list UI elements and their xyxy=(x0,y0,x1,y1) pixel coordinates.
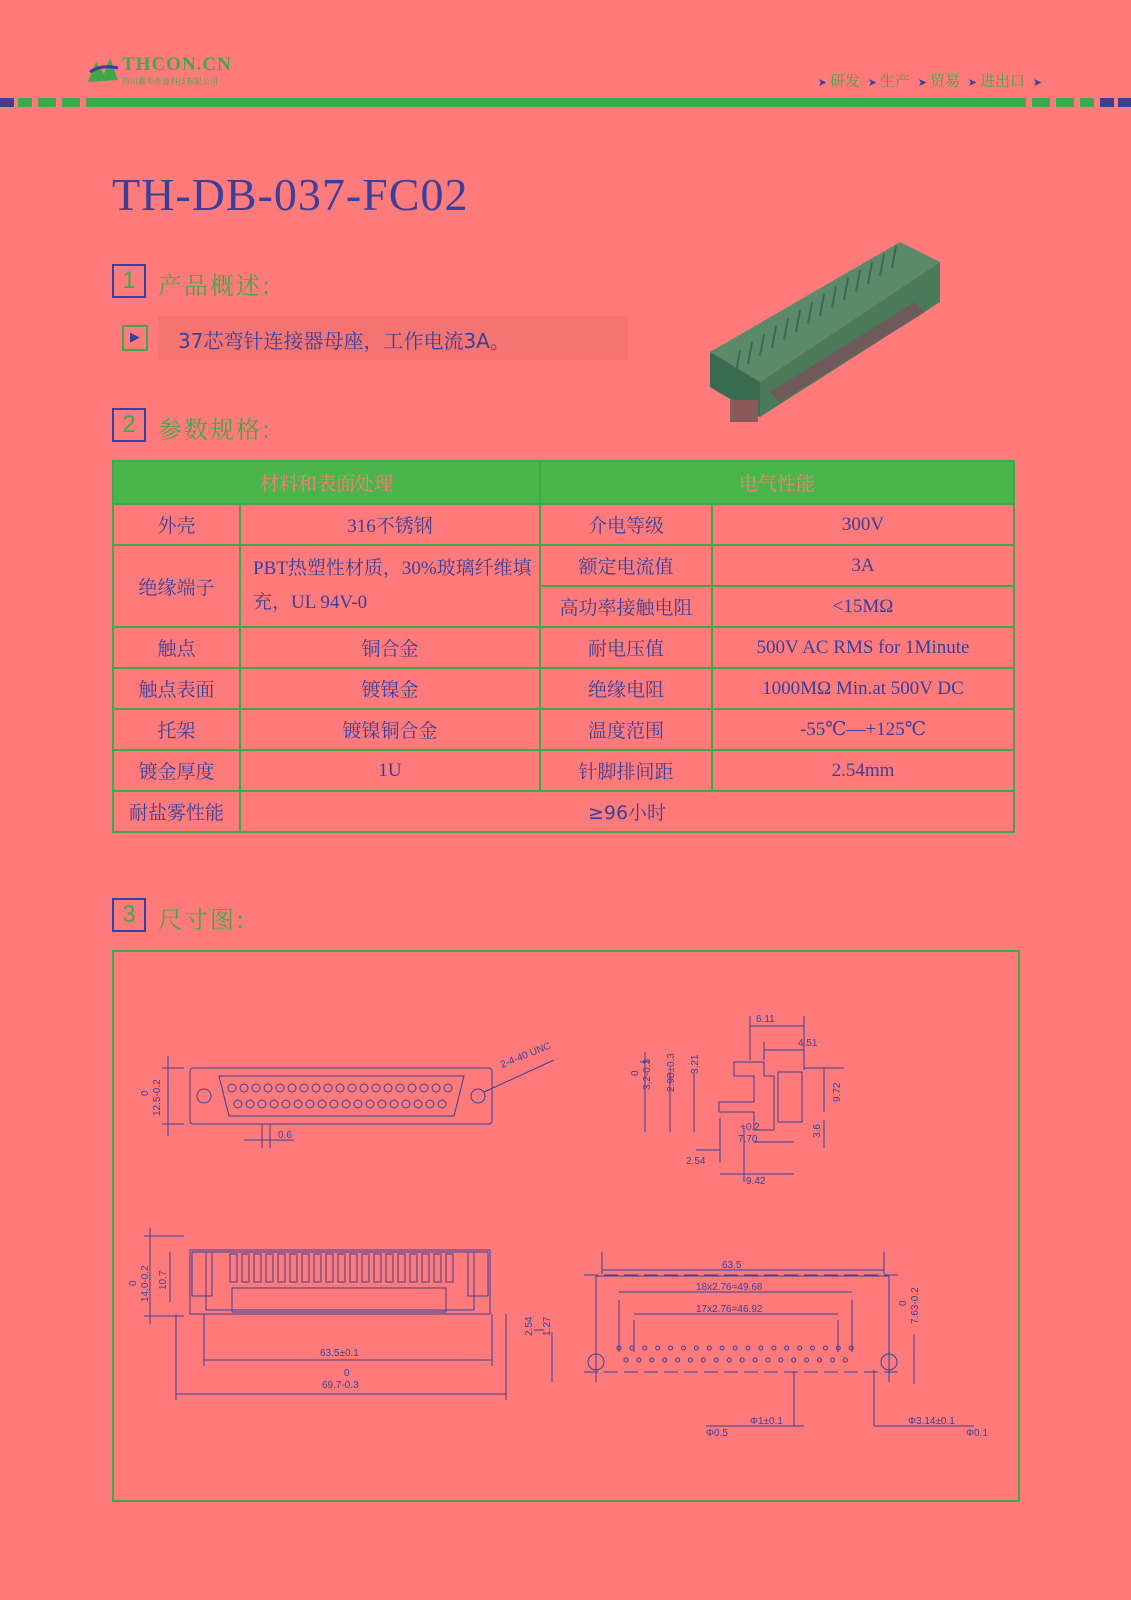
dim-front-height: 14.0-0.2 xyxy=(140,1265,151,1302)
pin-lead xyxy=(362,1254,369,1282)
electrical-value: 2.54mm xyxy=(712,750,1014,791)
dim-top-height: 12.5-0.2 xyxy=(152,1079,163,1116)
pin-hole xyxy=(444,1084,452,1092)
pin-hole xyxy=(432,1084,440,1092)
brand-subtitle: 四川腾华晋源科技有限公司 xyxy=(122,77,218,86)
pin-hole xyxy=(264,1084,272,1092)
pcb-hole xyxy=(676,1358,680,1362)
electrical-value: 3A xyxy=(712,545,1014,586)
pin-hole xyxy=(426,1100,434,1108)
electrical-label: 绝缘电阻 xyxy=(540,668,712,709)
material-value: 316不锈钢 xyxy=(240,504,540,545)
table-row xyxy=(113,668,1014,709)
pin-hole xyxy=(336,1084,344,1092)
pin-hole xyxy=(246,1100,254,1108)
table-row xyxy=(113,627,1014,668)
pcb-hole xyxy=(630,1346,634,1350)
pin-lead xyxy=(386,1254,393,1282)
pcb-hole xyxy=(746,1346,750,1350)
pcb-hole xyxy=(656,1346,660,1350)
pin-lead xyxy=(278,1254,285,1282)
pcb-hole xyxy=(792,1358,796,1362)
pcb-hole xyxy=(733,1346,737,1350)
pin-lead xyxy=(338,1254,345,1282)
chevron-right-icon: ➤ xyxy=(967,76,977,89)
dim-front-w2-tol: 0 xyxy=(344,1368,350,1379)
dim-side-d3: 7.70 xyxy=(738,1134,758,1145)
dimension-drawing xyxy=(112,950,1020,1502)
electrical-label: 耐电压值 xyxy=(540,627,712,668)
dim-side-d4: 2.54 xyxy=(686,1156,706,1167)
section-label: 产品概述: xyxy=(158,272,273,300)
pcb-hole xyxy=(785,1346,789,1350)
dim-side-v5: 3.6 xyxy=(812,1124,823,1138)
electrical-label: 介电等级 xyxy=(540,504,712,545)
nav-item-rd[interactable]: 研发 xyxy=(829,72,860,90)
pcb-hole xyxy=(830,1358,834,1362)
section-number: 3 xyxy=(112,898,146,932)
material-value: PBT热塑性材质，30%玻璃纤维填充，UL 94V-0 xyxy=(240,545,540,627)
dim-foot-pitch1: 2.54 xyxy=(524,1316,535,1336)
dim-front-height-tol: 0 xyxy=(128,1280,139,1286)
overview-text: 37芯弯针连接器母座，工作电流3A。 xyxy=(178,329,510,353)
electrical-value: 500V AC RMS for 1Minute xyxy=(712,627,1014,668)
dim-side-v3: 3.21 xyxy=(690,1054,701,1074)
dim-side-v1: 3.2-0.3 xyxy=(642,1058,653,1090)
material-label: 触点表面 xyxy=(113,668,240,709)
chevron-right-icon: ➤ xyxy=(817,76,827,89)
pin-hole xyxy=(312,1084,320,1092)
pin-hole xyxy=(414,1100,422,1108)
pin-hole xyxy=(324,1084,332,1092)
material-value: ≥96小时 xyxy=(240,791,1014,832)
electrical-value: <15MΩ xyxy=(712,586,1014,627)
pin-lead xyxy=(230,1254,237,1282)
table-row xyxy=(113,709,1014,750)
electrical-label: 额定电流值 xyxy=(540,545,712,586)
material-value: 铜合金 xyxy=(240,627,540,668)
section-number: 2 xyxy=(112,408,146,442)
pcb-hole xyxy=(740,1358,744,1362)
dim-foot-row1: 18x2.76=49.68 xyxy=(696,1282,763,1293)
dim-front-w2: 69.7-0.3 xyxy=(322,1380,359,1391)
pin-hole xyxy=(420,1084,428,1092)
pcb-hole xyxy=(663,1358,667,1362)
pin-lead xyxy=(302,1254,309,1282)
pcb-hole xyxy=(669,1346,673,1350)
dim-pin-width: 0.6 xyxy=(278,1130,292,1141)
electrical-label: 温度范围 xyxy=(540,709,712,750)
pcb-hole xyxy=(823,1346,827,1350)
pcb-hole xyxy=(701,1358,705,1362)
pin-hole xyxy=(366,1100,374,1108)
pin-hole xyxy=(288,1084,296,1092)
dim-foot-tol2: Φ0.1 xyxy=(966,1428,988,1439)
pin-hole xyxy=(318,1100,326,1108)
pcb-hole xyxy=(759,1346,763,1350)
pcb-hole xyxy=(818,1358,822,1362)
pcb-hole xyxy=(650,1358,654,1362)
pcb-hole xyxy=(689,1358,693,1362)
dim-foot-hole1: Φ1±0.1 xyxy=(750,1416,783,1427)
pin-lead xyxy=(398,1254,405,1282)
table-row xyxy=(113,750,1014,791)
material-label: 触点 xyxy=(113,627,240,668)
pcb-hole xyxy=(682,1346,686,1350)
pin-hole xyxy=(342,1100,350,1108)
pcb-hole xyxy=(707,1346,711,1350)
pin-hole xyxy=(252,1084,260,1092)
pin-hole xyxy=(294,1100,302,1108)
pcb-hole xyxy=(798,1346,802,1350)
section-number: 1 xyxy=(112,264,146,298)
chevron-right-icon: ➤ xyxy=(1032,76,1042,89)
pin-hole xyxy=(354,1100,362,1108)
pin-hole xyxy=(408,1084,416,1092)
pcb-hole xyxy=(805,1358,809,1362)
pin-hole xyxy=(438,1100,446,1108)
pin-lead xyxy=(446,1254,453,1282)
page-title: TH-DB-037-FC02 xyxy=(112,169,469,220)
dim-front-height2: 10.7 xyxy=(158,1270,169,1290)
table-header-row xyxy=(113,461,1014,504)
pcb-hole xyxy=(720,1346,724,1350)
pin-lead xyxy=(266,1254,273,1282)
material-value: 镀镍铜合金 xyxy=(240,709,540,750)
dim-side-d2: 4.51 xyxy=(798,1038,818,1049)
pcb-hole xyxy=(772,1346,776,1350)
chevron-right-icon: ➤ xyxy=(867,76,877,89)
pcb-hole xyxy=(624,1358,628,1362)
pin-hole xyxy=(396,1084,404,1092)
dim-top-height-tol: 0 xyxy=(140,1090,151,1096)
dim-side-d5: 9.42 xyxy=(746,1176,766,1187)
dim-foot-tol1: Φ0.5 xyxy=(706,1428,728,1439)
pin-hole xyxy=(234,1100,242,1108)
pin-hole xyxy=(348,1084,356,1092)
table-row xyxy=(113,504,1014,545)
dim-foot-v: 7.63-0.2 xyxy=(910,1287,921,1324)
dim-foot-hole2: Φ3.14±0.1 xyxy=(908,1416,955,1427)
pin-hole xyxy=(372,1084,380,1092)
table-row xyxy=(113,791,1014,832)
drawing-canvas xyxy=(114,952,1018,1500)
material-value: 镀镍金 xyxy=(240,668,540,709)
pcb-hole xyxy=(643,1346,647,1350)
chevron-right-icon: ➤ xyxy=(917,76,927,89)
pin-hole xyxy=(300,1084,308,1092)
dim-foot-width: 63.5 xyxy=(722,1260,742,1271)
pin-hole xyxy=(258,1100,266,1108)
header-nav xyxy=(815,70,1045,91)
dim-foot-row2: 17x2.76=46.92 xyxy=(696,1304,763,1315)
pin-hole xyxy=(282,1100,290,1108)
electrical-label: 针脚排间距 xyxy=(540,750,712,791)
pin-lead xyxy=(242,1254,249,1282)
header-divider xyxy=(0,98,1131,107)
pcb-hole xyxy=(753,1358,757,1362)
brand-name: THCON.CN xyxy=(122,54,232,75)
play-arrow-icon: ▶ xyxy=(122,325,148,351)
nav-item-trade[interactable]: 贸易 xyxy=(929,72,960,90)
dim-foot-v-tol: 0 xyxy=(898,1300,909,1306)
pcb-hole xyxy=(714,1358,718,1362)
company-logo xyxy=(86,54,246,90)
pin-hole xyxy=(384,1084,392,1092)
dim-side-v1-tol: 0 xyxy=(630,1070,641,1076)
dim-side-v4: 9.72 xyxy=(832,1082,843,1102)
pcb-hole xyxy=(843,1358,847,1362)
spec-table xyxy=(112,460,1015,833)
dim-foot-pitch2: 1.27 xyxy=(542,1316,553,1336)
material-label: 外壳 xyxy=(113,504,240,545)
pin-lead xyxy=(326,1254,333,1282)
pin-lead xyxy=(374,1254,381,1282)
logo-mark-icon xyxy=(86,54,120,86)
dim-side-tol: +0.2 xyxy=(740,1122,760,1133)
dim-screw: 2-4-40 UNC xyxy=(499,1040,553,1071)
material-value: 1U xyxy=(240,750,540,791)
nav-item-production[interactable]: 生产 xyxy=(879,72,910,90)
pcb-hole xyxy=(779,1358,783,1362)
material-label: 耐盐雾性能 xyxy=(113,791,240,832)
pin-hole xyxy=(228,1084,236,1092)
material-label: 镀金厚度 xyxy=(113,750,240,791)
pcb-hole xyxy=(811,1346,815,1350)
dim-side-d1: 6.11 xyxy=(756,1014,775,1025)
pin-hole xyxy=(240,1084,248,1092)
pin-lead xyxy=(254,1254,261,1282)
pin-lead xyxy=(434,1254,441,1282)
dim-front-w1: 63.5±0.1 xyxy=(320,1348,359,1359)
pin-hole xyxy=(378,1100,386,1108)
pin-hole xyxy=(270,1100,278,1108)
pin-lead xyxy=(350,1254,357,1282)
dim-side-v2: 2.98±0.3 xyxy=(666,1053,677,1092)
table-header-materials: 材料和表面处理 xyxy=(113,461,540,504)
material-label: 绝缘端子 xyxy=(113,545,240,627)
nav-item-import-export[interactable]: 进出口 xyxy=(979,72,1025,90)
electrical-label: 高功率接触电阻 xyxy=(540,586,712,627)
electrical-value: 1000MΩ Min.at 500V DC xyxy=(712,668,1014,709)
pcb-hole xyxy=(637,1358,641,1362)
pin-hole xyxy=(306,1100,314,1108)
section-label: 参数规格: xyxy=(158,416,273,444)
pin-hole xyxy=(390,1100,398,1108)
pcb-hole xyxy=(694,1346,698,1350)
electrical-value: 300V xyxy=(712,504,1014,545)
pin-lead xyxy=(314,1254,321,1282)
pin-lead xyxy=(422,1254,429,1282)
pin-hole xyxy=(276,1084,284,1092)
material-label: 托架 xyxy=(113,709,240,750)
pin-lead xyxy=(410,1254,417,1282)
table-row xyxy=(113,545,1014,586)
electrical-value: -55℃—+125℃ xyxy=(712,709,1014,750)
table-header-electrical: 电气性能 xyxy=(540,461,1014,504)
pcb-hole xyxy=(849,1346,853,1350)
pin-lead xyxy=(290,1254,297,1282)
pin-hole xyxy=(330,1100,338,1108)
pin-hole xyxy=(360,1084,368,1092)
section-label: 尺寸图: xyxy=(158,906,247,934)
pcb-hole xyxy=(766,1358,770,1362)
pcb-hole xyxy=(727,1358,731,1362)
connector-photo xyxy=(700,232,950,432)
pin-hole xyxy=(402,1100,410,1108)
